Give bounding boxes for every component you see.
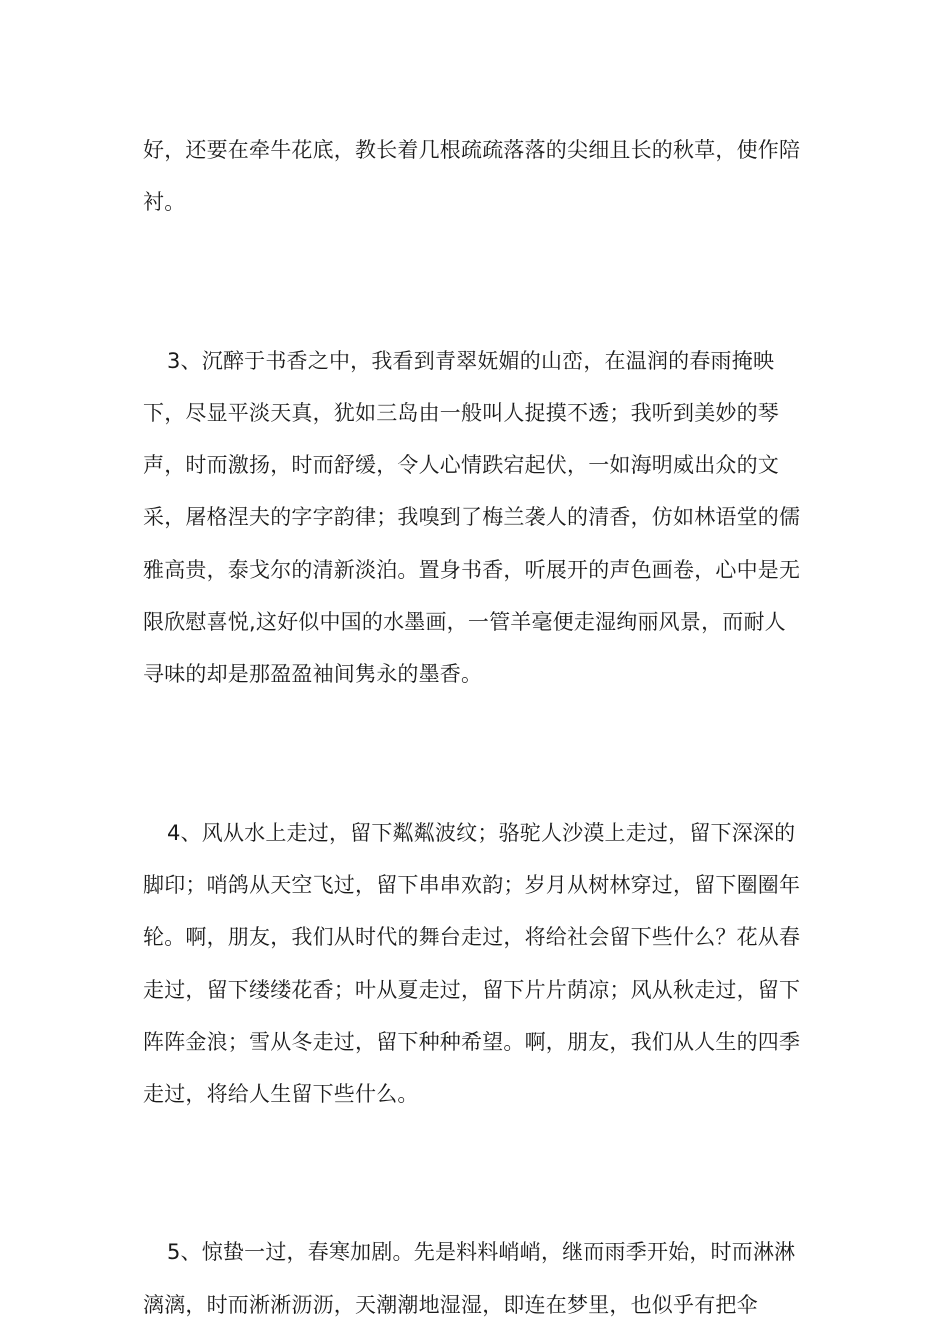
paragraph-5: 5、惊蛰一过，春寒加剧。先是料料峭峭，继而雨季开始，时而淋淋漓漓，时而淅淅沥沥，天潮潮地湿湿，即连在梦里，也似乎有把伞 [143, 1240, 796, 1317]
paragraph-continuation: 好，还要在牵牛花底，教长着几根疏疏落落的尖细且长的秋草，使作陪衬。 [143, 138, 801, 215]
paragraph-4: 4、风从水上走过，留下粼粼波纹；骆驼人沙漠上走过，留下深深的脚印；哨鸽从天空飞过，留下串串欢韵；岁月从树林穿过，留下圈圈年轮。啊，朋友，我们从时代的舞台走过，将给社会留下些什么？花从春走过，留下缕缕花香；叶从夏走过，留下片片荫凉；风从秋走过，留下阵阵金浪；雪从冬走过，留下种种希望。啊，朋友，我们从人生的四季走过，将给人生留下些什么。 [143, 820, 801, 1107]
document-body [143, 124, 803, 1331]
paragraph-3: 3、沉醉于书香之中，我看到青翠妩媚的山峦，在温润的春雨掩映下，尽显平淡天真，犹如三岛由一般叫人捉摸不透；我听到美妙的琴声，时而激扬，时而舒缓，令人心情跌宕起伏，一如海明威出众的文采，屠格涅夫的字字韵律；我嗅到了梅兰袭人的清香，仿如林语堂的儒雅高贵，泰戈尔的清新淡泊。置身书香，听展开的声色画卷，心中是无限欣慰喜悦,这好似中国的水墨画，一管羊毫便走湿绚丽风景，而耐人寻味的却是那盈盈袖间隽永的墨香。 [143, 348, 801, 687]
